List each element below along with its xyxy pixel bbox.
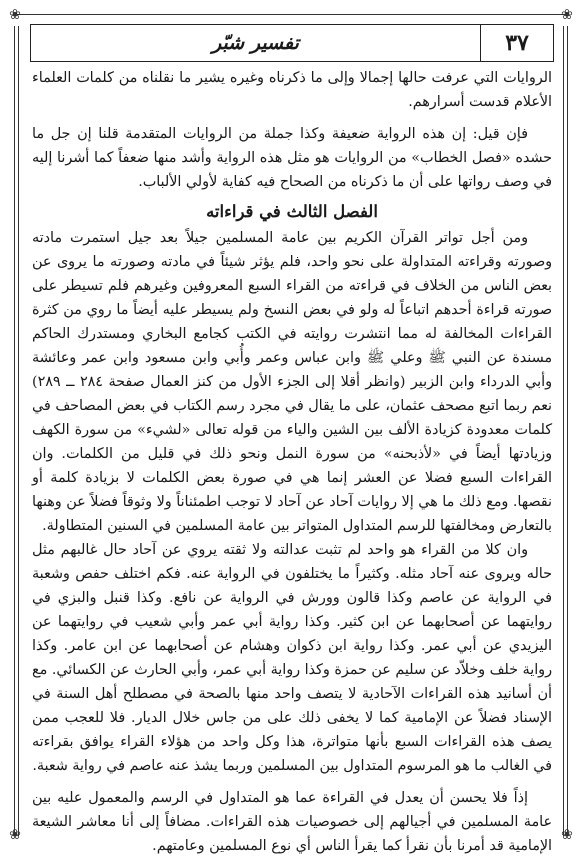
- top-border-line: [14, 14, 567, 15]
- corner-ornament-icon: ❀: [561, 7, 573, 23]
- corner-ornament-icon: ❀: [9, 7, 21, 23]
- left-border-line-inner: [18, 26, 19, 836]
- section-heading: الفصل الثالث في قراءاته: [206, 202, 378, 221]
- right-border-line-inner: [563, 26, 564, 836]
- right-border-line: [567, 26, 568, 836]
- corner-ornament-icon: ❀: [9, 827, 21, 843]
- paragraph: فإن قيل: إن هذه الرواية ضعيفة وكذا جملة من الروايات المتقدمة قلنا إن جل ما حشده «فصل الخطاب» من الروايات هو مثل هذه الرواية وأشد منها ضعفاً كما أشرنا إليه في وصف رواتها على أن ما ذكرناه من الصحاح فيه كفاية لأولي الألباب.: [32, 126, 552, 190]
- corner-ornament-icon: ❀: [561, 827, 573, 843]
- paragraph: إذاً فلا يحسن أن يعدل في القراءة عما هو المتداول في الرسم والمعمول عليه بين عامة المسلمين في أجيالهم إلى خصوصيات هذه القراءات. مضافاً إلى أنا معاشر الشيعة الإمامية قد أمرنا بأن نقرأ كما يقرأ الناس أي نوع المسلمين وعامتهم.: [32, 790, 552, 854]
- page-number: ٣٧: [480, 25, 553, 61]
- running-title: تفسير شبّر: [212, 32, 299, 54]
- paragraph: ومن أجل تواتر القرآن الكريم بين عامة المسلمين جيلاً بعد جيل استمرت مادته وصورته وقراءته المتداولة على نحو واحد، فلم يؤثر شيئاً في مادته وصورته ما يروى عن بعض الناس من الخلاف في قراءته من القراء السبع المعروفين وغيرهم فلم تسيطر على صورته قراءة أحدهم اتباعاً له ولو في بعض النسخ ولم يسيطر عليه أيضاً ما روي من كثرة القراءات المخالفة له مما انتشرت روايته في الكتب كجامع البخاري ومستدرك الحاكم مسندة عن النبي ﷺ وعلي ﷺ وابن عباس وعمر وأُبي وابن مسعود وابن عمر وعائشة وأبي الدرداء وابن الزبير (وانظر أقلا إلى الجزء الأول من كنز العمال صفحة ٢٨٤ ــ ٢٨٩) نعم ربما اتبع مصحف عثمان، على ما يقال في مجرد رسم الكتاب في بعض المصاحف في كلمات معدودة كزيادة الألف بين الشين والياء من قوله تعالى «لشيء» من سورة الكهف وزيادتها أيضاً في «لأذبحنه» من سورة النمل ونحو ذلك في قليل من الكلمات. وان القراءات السبع فضلا عن العشر إنما هي في صورة بعض الكلمات لا بزيادة كلمة أو نقصها. ومع ذلك ما هي إلا روايات آحاد عن آحاد لا توجب اطمئناناً ولا وثوقاً فضلاً عن وهنها بالتعارض ومخالفتها للرسم المتداول المتواتر بين عامة المسلمين في السنين المتطاولة.: [32, 230, 552, 534]
- page-body: [32, 66, 552, 858]
- paragraph: الروايات التي عرفت حالها إجمالا وإلى ما ذكرناه وغيره يشير ما نقلناه من كلمات العلماء الأعلام قدست أسرارهم.: [32, 70, 552, 110]
- page-header: [30, 24, 554, 62]
- paragraph: وان كلا من القراء هو واحد لم تثبت عدالته ولا ثقته يروي عن آحاد حال غالبهم مثل حاله ويروى عنه آحاد مثله. وكثيراً ما يختلفون في الرواية عنه. فكم اختلف حفص وشعبة في الرواية عن عاصم وكذا قالون وورش في الرواية عن نافع. وكذا قنبل والبزي في روايتهما عن أصحابهما عن ابن كثير. وكذا رواية أبي عمر وأبي شعيب في روايتهما عن اليزيدي عن أبي عمر. وكذا رواية ابن ذكوان وهشام عن أصحابهما عن ابن عامر. وكذا رواية خلف وخلاّد عن سليم عن حمزة وكذا رواية أبي عمر، وأبي الحارث عن الكسائي. مع أن أسانيد هذه القراءات الآحادية لا يتصف واحد منها بالصحة في مصطلح أهل السنة في الإسناد فضلاً عن الإمامية كما لا يخفى ذلك على من جاس خلال الديار. فلا للعجب ممن يصف هذه القراءات السبع بأنها متواترة، هذا وكل واحد من هؤلاء القراء يوافق بقراءته في الغالب ما هو المرسوم المتداول بين المسلمين وربما يشذ عنه عاصم في رواية شعبة.: [32, 542, 552, 774]
- left-border-line: [14, 26, 15, 836]
